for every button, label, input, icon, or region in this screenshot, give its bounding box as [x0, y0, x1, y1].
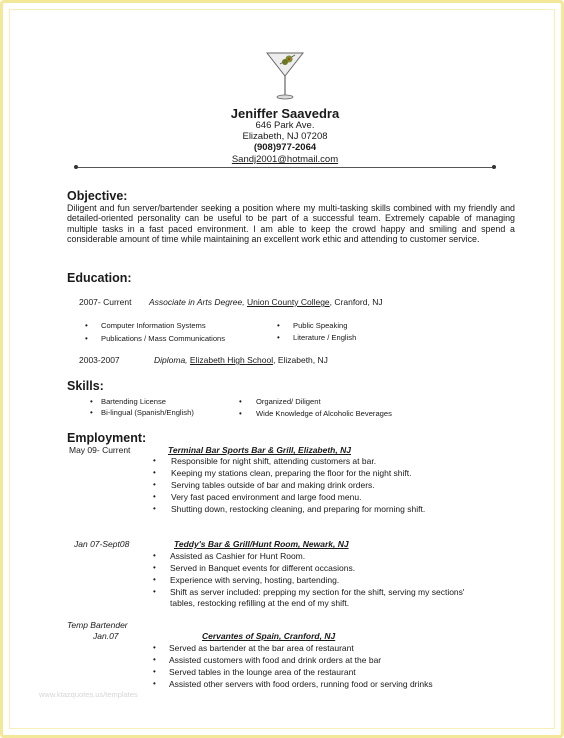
- phone-number: (908)977-2064: [253, 142, 317, 153]
- duty-item: Assisted other servers with food orders, running food or serving drinks: [169, 679, 433, 689]
- school-location: , Elizabeth, NJ: [273, 355, 328, 365]
- bullet: •: [277, 321, 280, 330]
- employer-name: Terminal Bar Sports Bar & Grill, Elizabeth, NJ: [168, 445, 351, 455]
- address-line-1: 646 Park Ave.: [255, 120, 315, 131]
- job-dates: May 09- Current: [69, 445, 131, 455]
- objective-text: Diligent and fun server/bartender seeking a position where my multi-tasking skills combined with my friendly and detailed-oriented personality can be useful to be part of a successful team. Extremely capable of managing multiple tasks in a fast paced environment. I am able to keep the crowd happy and smiling and spend a considerable amount of time while maintaining an excellent work ethic and attending to customer service.: [67, 203, 515, 245]
- job-dates: Jan 07-Sept08: [74, 539, 130, 549]
- bullet: •: [153, 563, 156, 572]
- bullet: •: [153, 667, 156, 676]
- bullet: •: [153, 468, 156, 477]
- bullet: •: [153, 504, 156, 513]
- duty-item: Assisted as Cashier for Hunt Room.: [170, 551, 306, 561]
- employment-heading: Employment:: [67, 431, 147, 445]
- header-divider: [76, 167, 494, 168]
- applicant-name: Jeniffer Saavedra: [230, 106, 340, 121]
- martini-glass-icon: [265, 49, 305, 101]
- bullet: •: [90, 397, 93, 406]
- bullet: •: [153, 456, 156, 465]
- duty-item: Responsible for night shift, attending customers at bar.: [171, 456, 377, 466]
- course-item: Literature / English: [293, 333, 357, 342]
- duty-item: Keeping my stations clean, preparing the floor for the night shift.: [171, 468, 412, 478]
- bullet: •: [239, 409, 242, 418]
- bullet: •: [85, 321, 88, 330]
- duty-item: Served tables in the lounge area of the restaurant: [169, 667, 356, 677]
- divider-dot-right: [492, 165, 496, 169]
- skills-heading: Skills:: [67, 379, 104, 393]
- degree: Associate in Arts Degree,: [149, 297, 245, 307]
- email-link[interactable]: Sandj2001@hotmail.com: [231, 154, 339, 165]
- skill-item: Bi-lingual (Spanish/English): [101, 408, 194, 417]
- duty-item: Assisted customers with food and drink orders at the bar: [169, 655, 382, 665]
- course-item: Public Speaking: [293, 321, 348, 330]
- employer-name: Cervantes of Spain, Cranford, NJ: [202, 631, 336, 641]
- skill-item: Organized/ Diligent: [256, 397, 321, 406]
- course-item: Computer Information Systems: [101, 321, 206, 330]
- skill-item: Bartending License: [101, 397, 167, 406]
- duty-item: Served in Banquet events for different occasions.: [170, 563, 356, 573]
- bullet: •: [239, 397, 242, 406]
- degree: Diploma,: [154, 355, 188, 365]
- bullet: •: [153, 551, 156, 560]
- education-entry: [154, 355, 328, 365]
- duty-item: Serving tables outside of bar and making drink orders.: [171, 480, 375, 490]
- skill-item: Wide Knowledge of Alcoholic Beverages: [256, 409, 392, 418]
- course-item: Publications / Mass Communications: [101, 334, 226, 343]
- bullet: •: [153, 575, 156, 584]
- divider-dot-left: [74, 165, 78, 169]
- school-name: Union County College: [246, 297, 330, 307]
- education-entry: [149, 297, 383, 307]
- duty-item: Served as bartender at the bar area of restaurant: [169, 643, 354, 653]
- bullet: •: [277, 333, 280, 342]
- bullet: •: [90, 408, 93, 417]
- bullet: •: [153, 492, 156, 501]
- objective-heading: Objective:: [67, 189, 128, 203]
- address-line-2: Elizabeth, NJ 07208: [242, 131, 328, 142]
- bullet: •: [153, 480, 156, 489]
- bullet: •: [153, 655, 156, 664]
- employer-name: Teddy's Bar & Grill/Hunt Room, Newark, NJ: [174, 539, 349, 549]
- school-location: , Cranford, NJ: [329, 297, 383, 307]
- duty-item: Shutting down, restocking cleaning, and preparing for morning shift.: [171, 504, 426, 514]
- education-dates: 2003-2007: [79, 355, 120, 365]
- education-dates: 2007- Current: [79, 297, 132, 307]
- bullet: •: [153, 679, 156, 688]
- bullet: •: [153, 643, 156, 652]
- job-dates: Jan.07: [93, 631, 119, 641]
- duty-item: Very fast paced environment and large food menu.: [171, 492, 362, 502]
- school-name: Elizabeth High School: [189, 355, 274, 365]
- education-heading: Education:: [67, 271, 132, 285]
- bullet: •: [85, 334, 88, 343]
- watermark: www.ktazquotes.us/templates: [39, 690, 138, 699]
- job-title: Temp Bartender: [67, 620, 128, 630]
- duty-item: Experience with serving, hosting, bartending.: [170, 575, 340, 585]
- duty-item-continued: tables, restocking refilling at the end of my shift.: [170, 598, 350, 608]
- bullet: •: [153, 587, 156, 596]
- duty-item: Shift as server included: prepping my section for the shift, serving my sections': [170, 587, 465, 597]
